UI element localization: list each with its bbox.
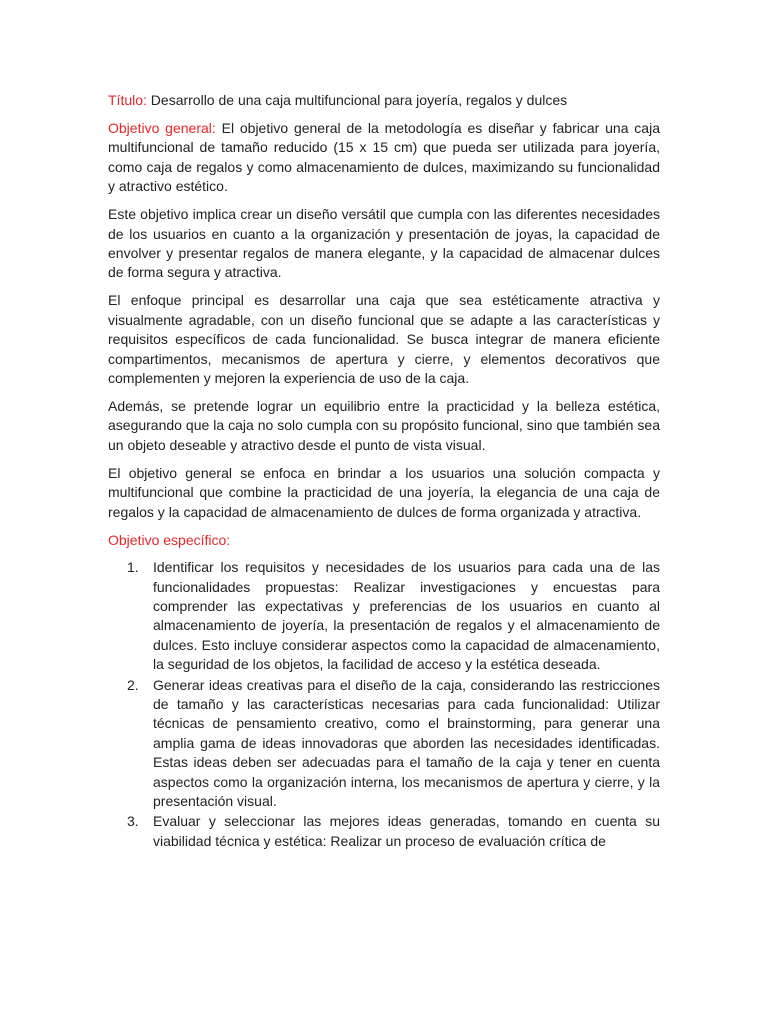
objetivo-general-text: El objetivo general de la metodología es diseñar y fabricar una caja multifuncional de tamaño reducido (15 x 15 cm) que pueda ser utilizada para joyería, como caja de regalos y como almacenamiento de dulces, maximizando su funcionalidad y atractivo estético. [108,120,660,195]
list-item-text: Identificar los requisitos y necesidades de los usuarios para cada una de las funcionalidades propuestas: Realizar investigaciones y encuestas para comprender las expectativas y preferencias de los usuarios en cuanto al almacenamiento de joyería, la presentación de regalos y el almacenamiento de dulces. Esto incluye considerar aspectos como la capacidad de almacenamiento, la seguridad de los objetos, la facilidad de acceso y la estética deseada. [153,559,660,673]
title-line [108,91,660,110]
body-paragraph: El enfoque principal es desarrollar una caja que sea estéticamente atractiva y visualmente agradable, con un diseño funcional que se adapte a las características y requisitos específicos de cada funcionalidad. Se busca integrar de manera eficiente compartimentos, mecanismos de apertura y cierre, y elementos decorativos que complementen y mejoren la experiencia de uso de la caja. [108,292,660,387]
body-paragraph: Además, se pretende lograr un equilibrio entre la practicidad y la belleza estética, asegurando que la caja no solo cumpla con su propósito funcional, sino que también sea un objeto deseable y atractivo desde el punto de vista visual. [108,398,660,453]
list-item-number: 3. [127,813,139,830]
title-label: Título: [108,92,147,108]
objetivo-general-paragraph [108,119,660,197]
body-paragraph: El objetivo general se enfoca en brindar a los usuarios una solución compacta y multifuncional que combine la practicidad de una joyería, la elegancia de una caja de regalos y la capacidad de almacenamiento de dulces de forma organizada y atractiva. [108,464,660,520]
list-item-text: Evaluar y seleccionar las mejores ideas generadas, tomando en cuenta su viabilidad técnica y estética: Realizar un proceso de evaluación crítica de [153,813,660,849]
objetivo-especifico-heading: Objetivo específico: [108,531,231,548]
list-item [108,558,660,674]
list-item-number: 1. [127,559,139,576]
list-item [108,812,660,851]
list-item-number: 2. [127,676,139,693]
body-paragraph: Este objetivo implica crear un diseño versátil que cumpla con las diferentes necesidades de los usuarios en cuanto a la organización y presentación de joyas, la capacidad de envolver y presentar regalos de manera elegante, y la capacidad de almacenar dulces de forma segura y atractiva. [108,206,660,281]
objetivo-especifico-list [108,558,660,851]
objetivo-general-label: Objetivo general: [108,120,216,136]
list-item-text: Generar ideas creativas para el diseño de la caja, considerando las restricciones de tamaño y las características necesarias para cada funcionalidad: Utilizar técnicas de pensamiento creativo, como el brainstorming, para generar una amplia gama de ideas innovadoras que aborden las necesidades identificadas. Estas ideas deben ser adecuadas para el tamaño de la caja y tener en cuenta aspectos como la organización interna, los mecanismos de apertura y cierre, y la presentación visual. [153,676,660,809]
list-item [108,676,660,812]
title-text: Desarrollo de una caja multifuncional para joyería, regalos y dulces [146,92,568,108]
document-content [108,91,660,852]
